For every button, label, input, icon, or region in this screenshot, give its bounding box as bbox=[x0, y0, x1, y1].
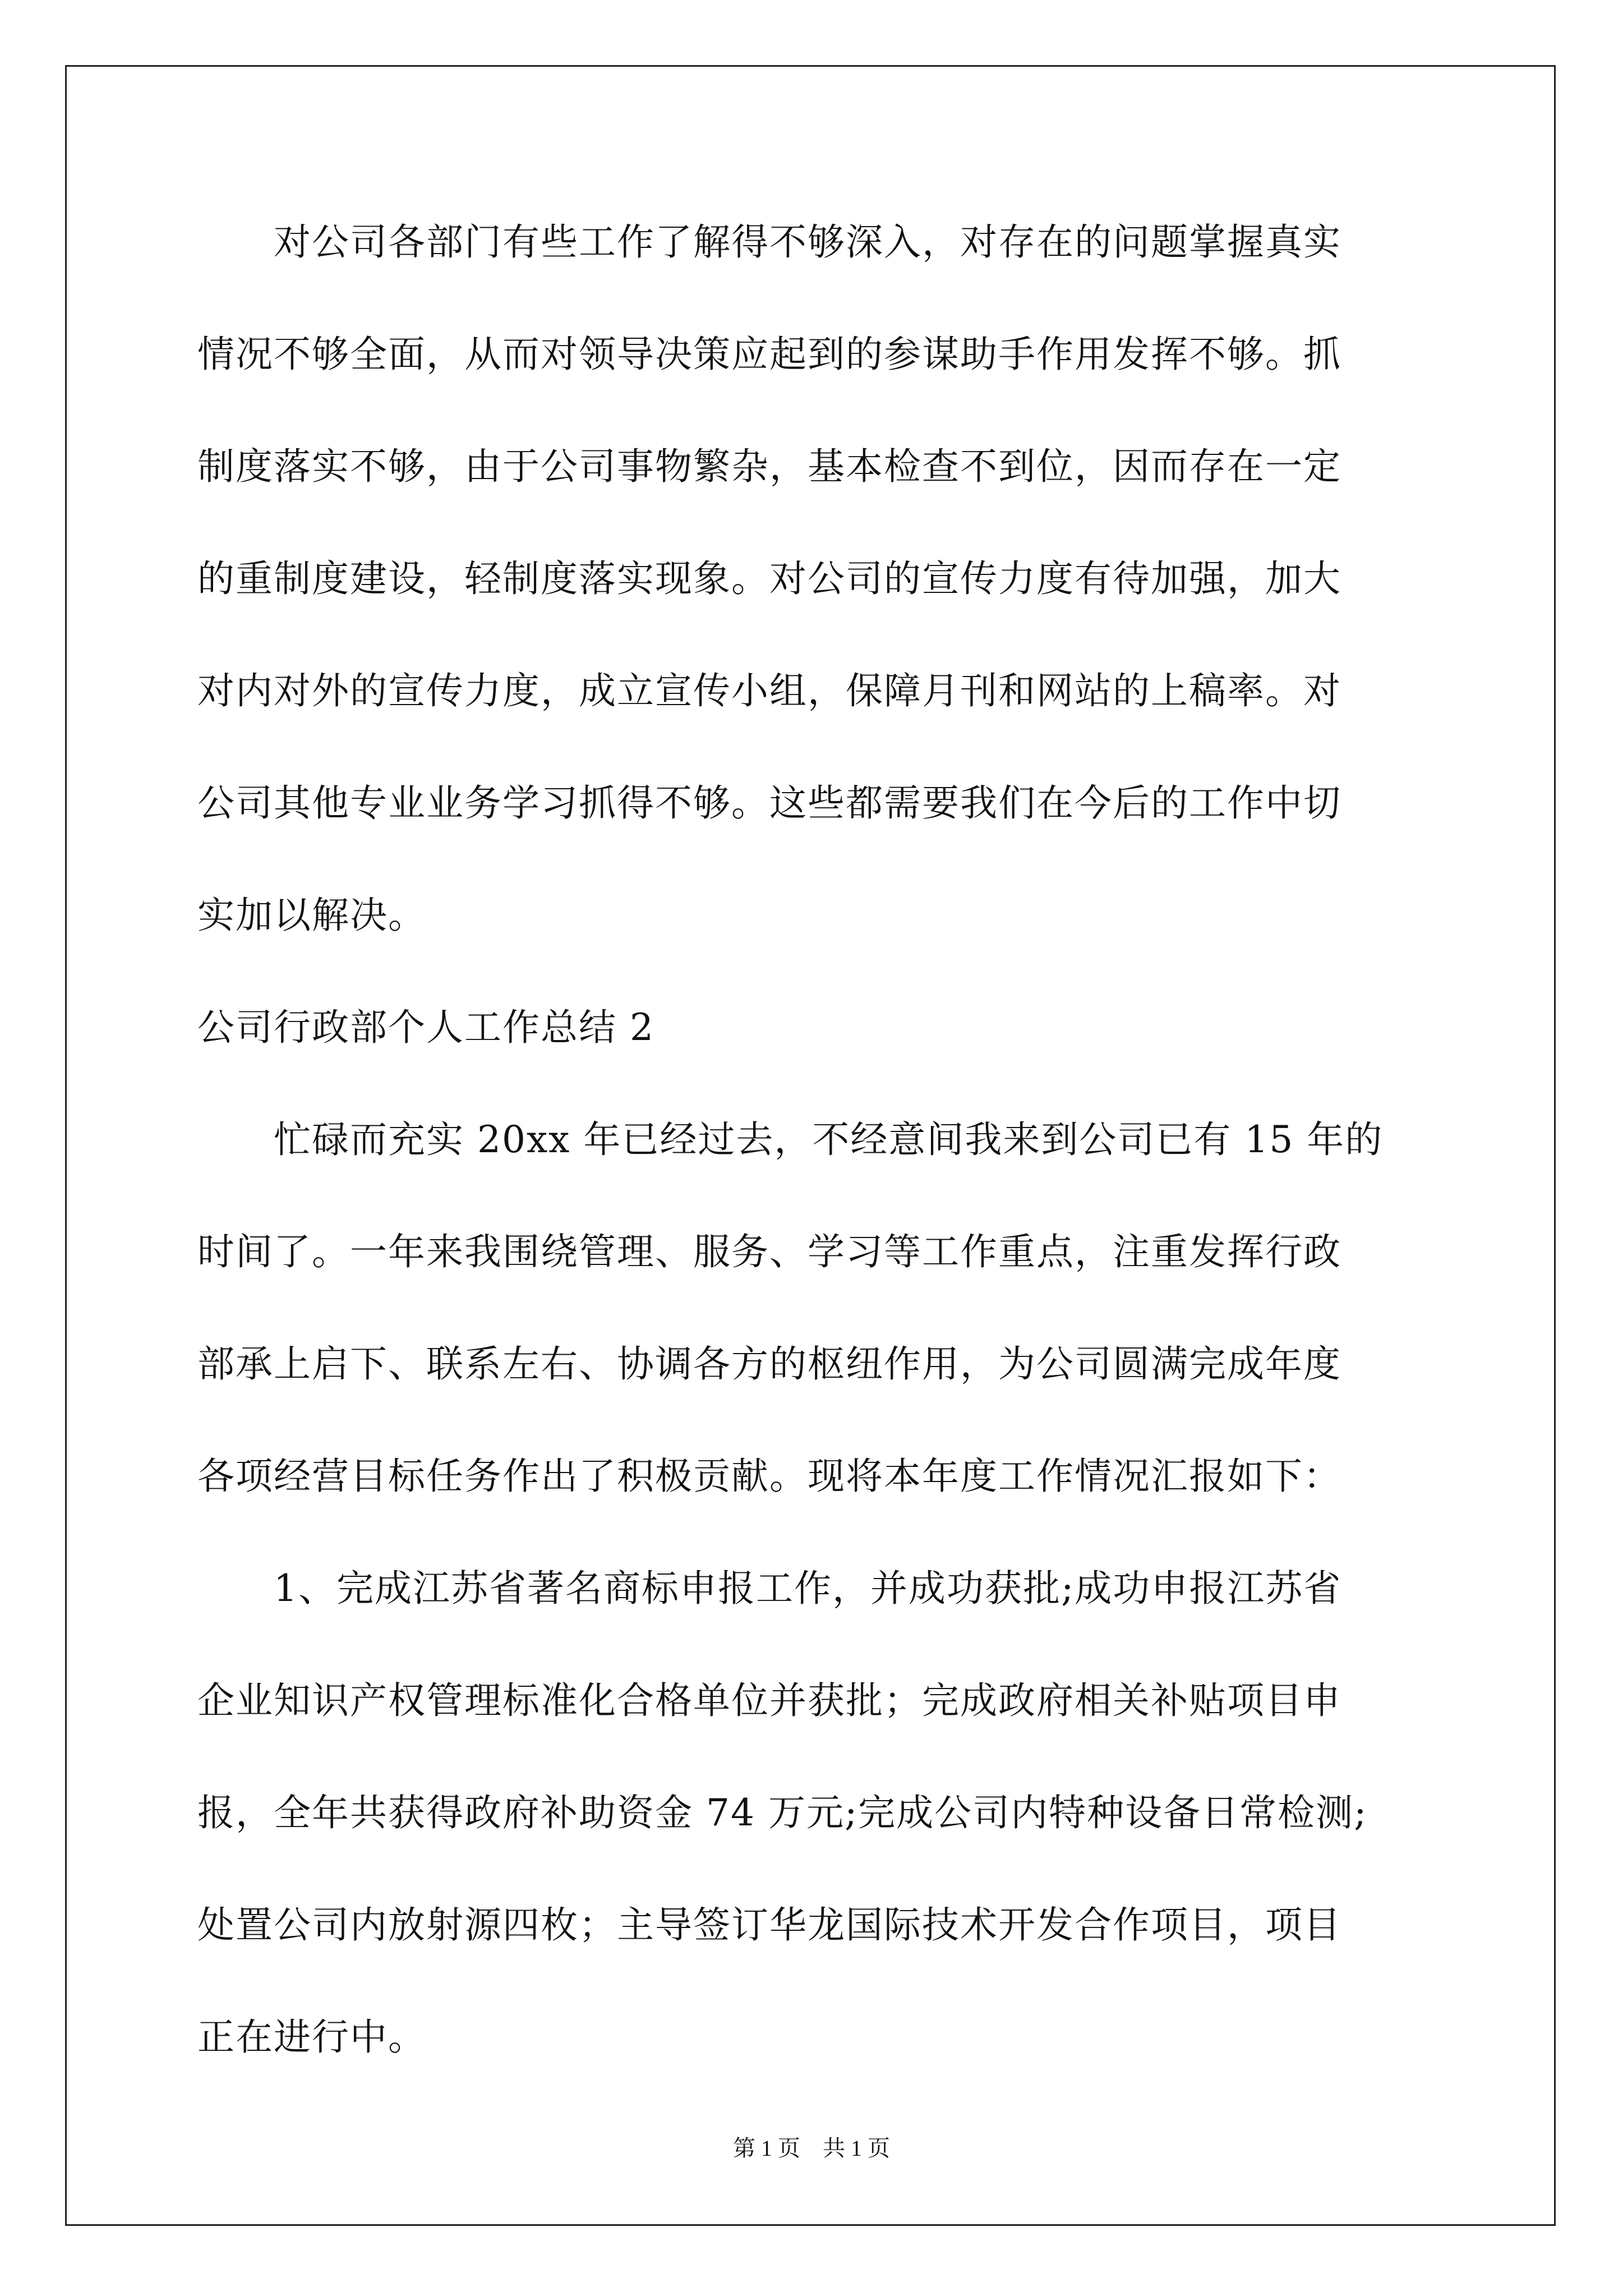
paragraph-line: 报，全年共获得政府补助资金 74 万元;完成公司内特种设备日常检测; bbox=[197, 1791, 1368, 1834]
paragraph-line: 的重制度建设，轻制度落实现象。对公司的宣传力度有待加强，加大 bbox=[197, 557, 1341, 600]
paragraph-line: 制度落实不够，由于公司事物繁杂，基本检查不到位，因而存在一定 bbox=[197, 445, 1341, 488]
paragraph-line: 忙碌而充实 20xx 年已经过去，不经意间我来到公司已有 15 年的 bbox=[197, 1118, 1384, 1161]
paragraph-line: 公司其他专业业务学习抓得不够。这些都需要我们在今后的工作中切 bbox=[197, 781, 1341, 825]
paragraph-line: 部承上启下、联系左右、协调各方的枢纽作用，为公司圆满完成年度 bbox=[197, 1342, 1341, 1386]
paragraph-line: 对内对外的宣传力度，成立宣传小组，保障月刊和网站的上稿率。对 bbox=[197, 669, 1341, 712]
paragraph-line: 各项经营目标任务作出了积极贡献。现将本年度工作情况汇报如下： bbox=[197, 1455, 1341, 1498]
section-heading: 公司行政部个人工作总结 2 bbox=[197, 1006, 654, 1049]
paragraph-line: 情况不够全面，从而对领导决策应起到的参谋助手作用发挥不够。抓 bbox=[197, 333, 1341, 376]
paragraph-line: 实加以解决。 bbox=[197, 894, 426, 937]
page-number-footer: 第 1 页 共 1 页 bbox=[733, 2136, 890, 2161]
paragraph-line: 企业知识产权管理标准化合格单位并获批；完成政府相关补贴项目申 bbox=[197, 1679, 1341, 1722]
paragraph-line: 处置公司内放射源四枚；主导签订华龙国际技术开发合作项目，项目 bbox=[197, 1903, 1341, 1947]
paragraph-line: 时间了。一年来我围绕管理、服务、学习等工作重点，注重发挥行政 bbox=[197, 1230, 1341, 1273]
paragraph-line: 正在进行中。 bbox=[197, 2016, 426, 2059]
paragraph-line: 1、完成江苏省著名商标申报工作，并成功获批;成功申报江苏省 bbox=[197, 1567, 1342, 1610]
paragraph-line: 对公司各部门有些工作了解得不够深入，对存在的问题掌握真实 bbox=[197, 220, 1341, 264]
